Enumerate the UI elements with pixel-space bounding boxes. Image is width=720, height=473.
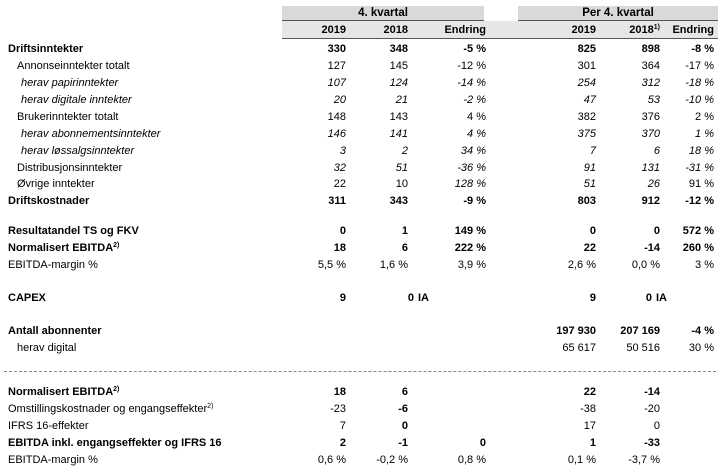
cell-ychange: 18 % <box>688 145 714 157</box>
cell-q2018: 6 <box>401 386 408 398</box>
cell-y2018: 131 <box>641 162 660 174</box>
cell-q2019: 9 <box>339 292 346 304</box>
cell-y2018: 0 <box>645 292 652 304</box>
cell-y2018: 376 <box>641 111 660 123</box>
cell-y2019: 197 930 <box>556 325 596 337</box>
cell-q2018: 145 <box>389 60 408 72</box>
cell-q2019: 7 <box>339 420 346 432</box>
cell-q2019: 32 <box>333 162 346 174</box>
cell-q2019: 2 <box>339 437 346 449</box>
cell-q2019: 330 <box>327 43 346 55</box>
cell-q2019: 18 <box>333 386 346 398</box>
cell-q2018: 1 <box>401 225 408 237</box>
row-label-text: Omstillingskostnader og engangseffekter <box>8 403 208 415</box>
cell-qchange: -14 % <box>457 77 486 89</box>
cell-ychange: -17 % <box>685 60 714 72</box>
row-label-text: Normalisert EBITDA <box>8 386 114 398</box>
cell-qchange: 3,9 % <box>457 259 486 271</box>
cell-ychange: 260 % <box>682 242 714 254</box>
cell-y2018: -20 <box>644 403 660 415</box>
cell-y2019: 51 <box>583 178 596 190</box>
cell-q2019: 107 <box>327 77 346 89</box>
cell-ychange: -8 % <box>691 43 714 55</box>
cell-y2019: 91 <box>583 162 596 174</box>
cell-q2018: -1 <box>398 437 408 449</box>
cell-y2019: 17 <box>583 420 596 432</box>
row-label-antall-abonnenter: Antall abonnenter <box>8 325 102 337</box>
cell-qchange: -36 % <box>457 162 486 174</box>
cell-y2019: 7 <box>589 145 596 157</box>
row-label-abonnementsinntekter: herav abonnementsinntekter <box>21 128 161 140</box>
cell-q2018: 10 <box>395 178 408 190</box>
cell-y2018: 26 <box>647 178 660 190</box>
row-label-ebitda-inkl: EBITDA inkl. engangseffekter og IFRS 16 <box>8 437 222 449</box>
cell-q2018: 124 <box>389 77 408 89</box>
cell-y2018: 207 169 <box>620 325 660 337</box>
footnote-marker: 2) <box>207 403 214 410</box>
cell-q2019: 5,5 % <box>317 259 346 271</box>
cell-q2018: 141 <box>389 128 408 140</box>
col-header-2019-ytd: 2019 <box>571 24 596 36</box>
row-label-digitale-inntekter: herav digitale inntekter <box>21 94 132 106</box>
cell-q2018: 0 <box>401 420 408 432</box>
cell-q2018: 143 <box>389 111 408 123</box>
cell-qchange: -12 % <box>457 60 486 72</box>
row-label-driftsinntekter: Driftsinntekter <box>8 43 84 55</box>
cell-ychange: 30 % <box>688 342 714 354</box>
cell-y2018: -14 <box>644 242 660 254</box>
cell-ychange: 1 % <box>695 128 714 140</box>
col-header-2019-quarter: 2019 <box>321 24 346 36</box>
cell-ychange: -12 % <box>685 195 714 207</box>
cell-y2019: 825 <box>577 43 596 55</box>
cell-ychange: 2 % <box>695 111 714 123</box>
section-divider <box>4 371 716 372</box>
col-header-change-quarter: Endring <box>444 24 486 36</box>
cell-y2018: 912 <box>641 195 660 207</box>
cell-q2019: -23 <box>330 403 346 415</box>
row-label-normalisert-ebitda-2 <box>8 386 119 399</box>
cell-y2018: -14 <box>644 386 660 398</box>
cell-q2019: 127 <box>327 60 346 72</box>
cell-ychange: -10 % <box>685 94 714 106</box>
cell-ychange: IA <box>656 292 667 304</box>
cell-q2018: 21 <box>395 94 408 106</box>
cell-qchange: -2 % <box>463 94 486 106</box>
cell-y2018: 50 516 <box>626 342 660 354</box>
cell-q2018: -6 <box>398 403 408 415</box>
cell-y2019: -38 <box>580 403 596 415</box>
cell-q2019: 0,6 % <box>317 454 346 466</box>
cell-y2018: 0 <box>653 420 660 432</box>
header-group-quarter: 4. kvartal <box>282 6 484 21</box>
row-label-omstillingskostnader <box>8 403 213 416</box>
cell-y2019: 1 <box>589 437 596 449</box>
cell-qchange: 0 <box>479 437 486 449</box>
cell-y2018: 370 <box>641 128 660 140</box>
cell-ychange: 572 % <box>682 225 714 237</box>
cell-ychange: -4 % <box>691 325 714 337</box>
cell-qchange: 128 % <box>454 178 486 190</box>
row-label-distribusjonsinntekter: Distribusjonsinntekter <box>17 162 123 174</box>
cell-qchange: -9 % <box>463 195 486 207</box>
row-label-papirinntekter: herav papirinntekter <box>21 77 119 89</box>
cell-qchange: -5 % <box>463 43 486 55</box>
cell-y2018: -33 <box>644 437 660 449</box>
row-label-ovrige-inntekter: Øvrige inntekter <box>17 178 95 190</box>
cell-qchange: 149 % <box>454 225 486 237</box>
row-label-brukerinntekter: Brukerinntekter totalt <box>17 111 119 123</box>
cell-qchange: 222 % <box>454 242 486 254</box>
col-header-2018-quarter: 2018 <box>383 24 408 36</box>
col-header-2018-ytd-text: 2018 <box>629 24 654 36</box>
cell-q2018: 0 <box>407 292 414 304</box>
cell-ychange: -31 % <box>685 162 714 174</box>
cell-y2019: 22 <box>583 242 596 254</box>
cell-y2019: 9 <box>589 292 596 304</box>
cell-y2019: 254 <box>577 77 596 89</box>
col-header-2018-ytd <box>600 24 660 37</box>
cell-y2019: 0 <box>589 225 596 237</box>
row-label-ebitda-margin-2: EBITDA-margin % <box>8 454 98 466</box>
cell-y2018: 0,0 % <box>631 259 660 271</box>
row-label-ebitda-margin: EBITDA-margin % <box>8 259 98 271</box>
cell-q2019: 22 <box>333 178 346 190</box>
col-header-change-ytd: Endring <box>672 24 714 36</box>
cell-qchange: 4 % <box>467 111 486 123</box>
row-label-normalisert-ebitda <box>8 242 119 255</box>
cell-y2019: 2,6 % <box>567 259 596 271</box>
row-label-text: Normalisert EBITDA <box>8 242 114 254</box>
cell-ychange: 3 % <box>695 259 714 271</box>
cell-q2018: 2 <box>401 145 408 157</box>
cell-y2018: 898 <box>641 43 660 55</box>
footnote-marker: 1) <box>653 24 660 31</box>
row-label-lossalgsinntekter: herav løssalgsinntekter <box>21 145 135 157</box>
cell-q2018: 51 <box>395 162 408 174</box>
cell-q2018: 343 <box>389 195 408 207</box>
row-label-resultatandel: Resultatandel TS og FKV <box>8 225 139 237</box>
cell-y2018: 6 <box>653 145 660 157</box>
cell-y2019: 0,1 % <box>567 454 596 466</box>
cell-y2019: 301 <box>577 60 596 72</box>
cell-q2018: -0,2 % <box>376 454 408 466</box>
cell-y2018: 312 <box>641 77 660 89</box>
cell-y2018: 53 <box>647 94 660 106</box>
cell-q2019: 146 <box>327 128 346 140</box>
cell-q2019: 148 <box>327 111 346 123</box>
cell-y2019: 382 <box>577 111 596 123</box>
row-label-capex: CAPEX <box>8 292 46 304</box>
cell-q2019: 18 <box>333 242 346 254</box>
cell-y2019: 47 <box>583 94 596 106</box>
cell-q2019: 0 <box>339 225 346 237</box>
cell-y2019: 803 <box>577 195 596 207</box>
cell-qchange: 0,8 % <box>457 454 486 466</box>
row-label-ifrs16: IFRS 16-effekter <box>8 420 89 432</box>
cell-y2018: 364 <box>641 60 660 72</box>
cell-y2019: 375 <box>577 128 596 140</box>
cell-y2019: 22 <box>583 386 596 398</box>
cell-ychange: -18 % <box>685 77 714 89</box>
cell-ychange: 91 % <box>688 178 714 190</box>
cell-y2018: 0 <box>653 225 660 237</box>
cell-q2019: 311 <box>328 195 346 207</box>
cell-q2019: 3 <box>339 145 346 157</box>
cell-q2019: 20 <box>333 94 346 106</box>
cell-qchange: IA <box>418 292 429 304</box>
cell-q2018: 348 <box>389 43 408 55</box>
cell-y2018: -3,7 % <box>628 454 660 466</box>
row-label-annonseinntekter: Annonseinntekter totalt <box>17 60 130 72</box>
header-group-ytd: Per 4. kvartal <box>518 6 718 21</box>
cell-qchange: 34 % <box>460 145 486 157</box>
footnote-marker: 2) <box>113 386 120 393</box>
cell-qchange: 4 % <box>467 128 486 140</box>
cell-y2019: 65 617 <box>562 342 596 354</box>
row-label-driftskostnader: Driftskostnader <box>8 195 90 207</box>
cell-q2018: 6 <box>401 242 408 254</box>
footnote-marker: 2) <box>113 242 120 249</box>
cell-q2018: 1,6 % <box>379 259 408 271</box>
row-label-herav-digital: herav digital <box>17 342 77 354</box>
